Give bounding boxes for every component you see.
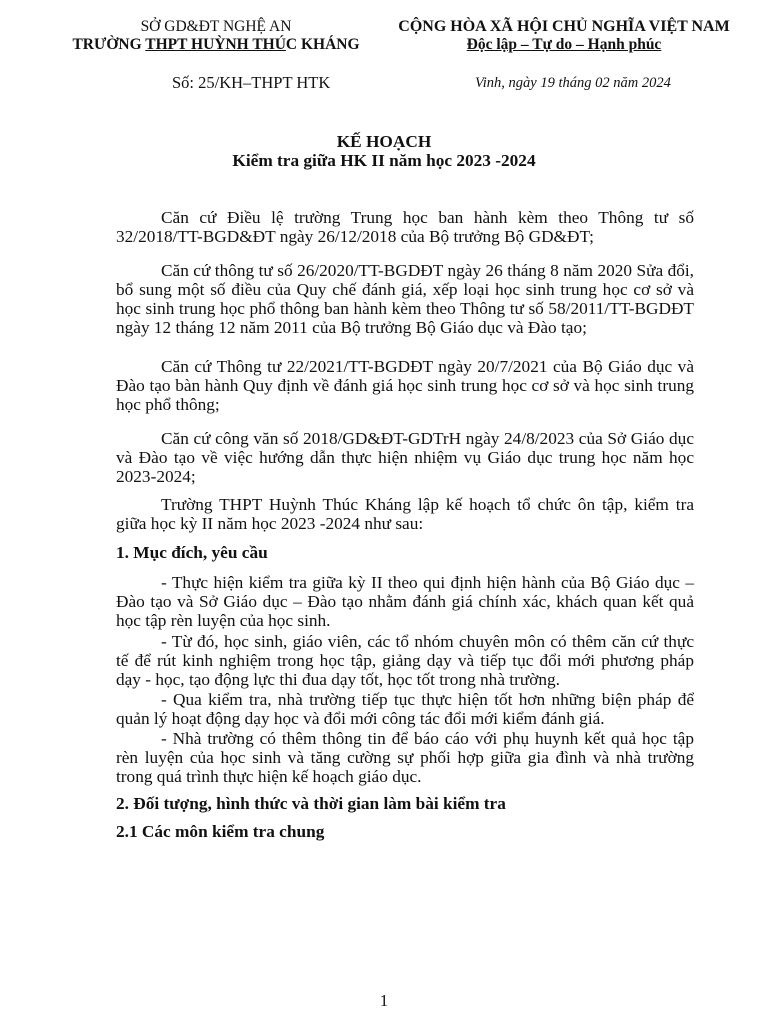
country-name: CỘNG HÒA XÃ HỘI CHỦ NGHĨA VIỆT NAM	[398, 18, 730, 35]
section-1-item-1: - Thực hiện kiểm tra giữa kỳ II theo qui định hiện hành của Bộ Giáo dục – Đào tạo và Sở Giáo dục – Đào tạo nhằm đánh giá chính xác, khách quan kết quả học tập rèn luyện của học sinh.	[116, 573, 694, 630]
national-motto	[380, 35, 748, 55]
national-motto-text: Độc lập – Tự do – Hạnh phúc	[466, 36, 662, 53]
section-1-item-2: - Từ đó, học sinh, giáo viên, các tổ nhóm chuyên môn có thêm căn cứ thực tế để rút kinh nghiệm trong học tập, giảng dạy và tiếp tục đổi mới phương pháp dạy - học, tạo động lực thi đua dạy tốt, học tốt trong nhà trường.	[116, 632, 694, 689]
section-1-heading: 1. Mục đích, yêu cầu	[116, 543, 268, 562]
paragraph-legal-basis-3: Căn cứ Thông tư 22/2021/TT-BGDĐT ngày 20/7/2021 của Bộ Giáo dục và Đào tạo bàn hành Quy định về đánh giá học sinh trung học cơ sở và học sinh trung học phổ thông;	[116, 357, 694, 414]
section-1-item-4: - Nhà trường có thêm thông tin để báo cáo với phụ huynh kết quả học tập rèn luyện của học sinh và tăng cường sự phối hợp giữa gia đình và nhà trường trong quá trình thực hiện kế hoạch giáo dục.	[116, 729, 694, 786]
school-name-prefix: TRƯỜNG	[72, 36, 146, 53]
paragraph-plan-intro: Trường THPT Huỳnh Thúc Kháng lập kế hoạch tổ chức ôn tập, kiểm tra giữa học kỳ II năm học 2023 -2024 như sau:	[116, 495, 694, 533]
page-number: 1	[379, 991, 389, 1010]
section-2-1-heading: 2.1 Các môn kiểm tra chung	[116, 822, 325, 841]
department-name: SỞ GD&ĐT NGHỆ AN	[140, 18, 292, 35]
paragraph-legal-basis-2: Căn cứ thông tư số 26/2020/TT-BGDĐT ngày 26 tháng 8 năm 2020 Sửa đổi, bổ sung một số điều của Quy chế đánh giá, xếp loại học sinh trung học cơ sở và học sinh trung học phổ thông ban hành kèm theo Thông tư số 58/2011/TT-BGDĐT ngày 12 tháng 12 năm 2011 của Bộ trưởng Bộ Giáo dục và Đào tạo;	[116, 261, 694, 337]
section-2-heading: 2. Đối tượng, hình thức và thời gian làm bài kiểm tra	[116, 794, 506, 813]
paragraph-legal-basis-4: Căn cứ công văn số 2018/GD&ĐT-GDTrH ngày 24/8/2023 của Sở Giáo dục và Đào tạo về việc hướng dẫn thực hiện nhiệm vụ Giáo dục trung học năm học 2023-2024;	[116, 429, 694, 486]
school-name-suffix: C KHÁNG	[285, 36, 360, 53]
document-subtitle: Kiểm tra giữa HK II năm học 2023 -2024	[232, 151, 536, 170]
school-name-underlined: THPT HUỲNH THÚ	[145, 36, 286, 53]
school-name	[40, 35, 392, 55]
document-title: KẾ HOẠCH	[336, 132, 432, 151]
place-date: Vinh, ngày 19 tháng 02 năm 2024	[475, 75, 671, 91]
section-1-item-3: - Qua kiểm tra, nhà trường tiếp tục thực hiện tốt hơn những biện pháp để quản lý hoạt động dạy học và đổi mới công tác đổi mới kiểm đánh giá.	[116, 690, 694, 728]
document-number: Số: 25/KH–THPT HTK	[172, 73, 331, 92]
paragraph-legal-basis-1: Căn cứ Điều lệ trường Trung học ban hành kèm theo Thông tư số 32/2018/TT-BGD&ĐT ngày 26/12/2018 của Bộ trưởng Bộ GD&ĐT;	[116, 208, 694, 246]
